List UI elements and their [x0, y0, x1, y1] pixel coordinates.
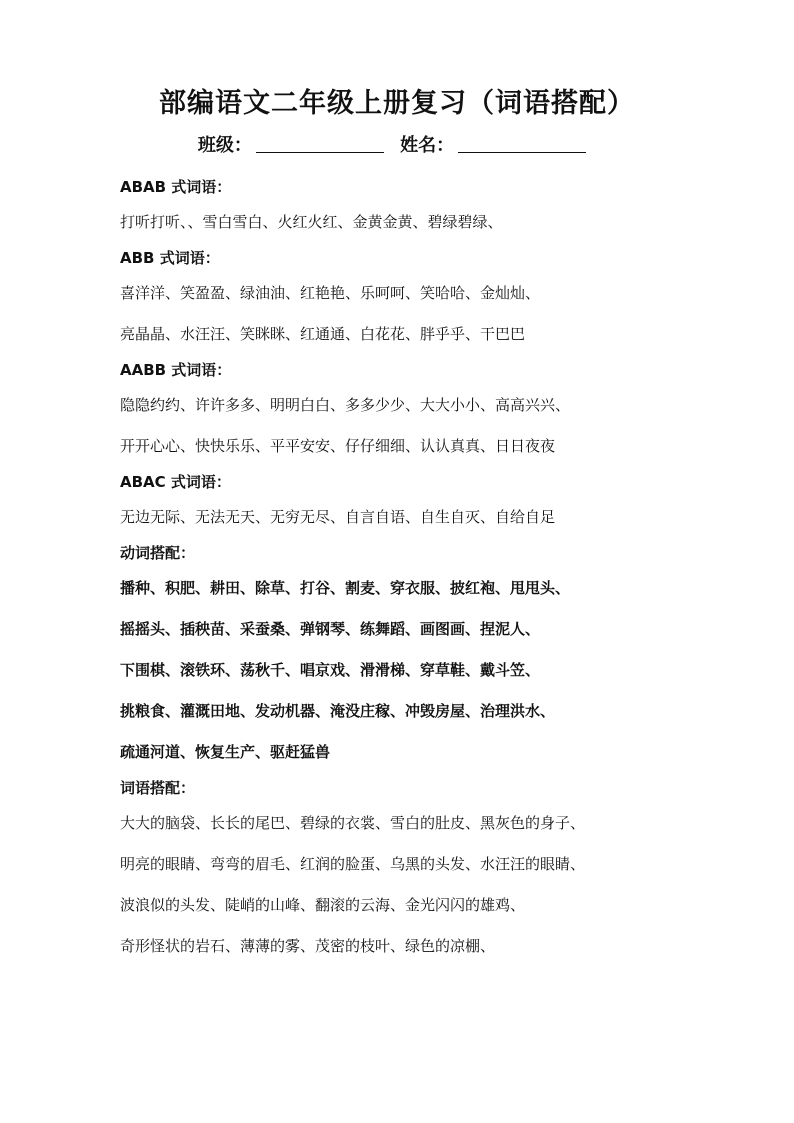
page-title: 部编语文二年级上册复习（词语搭配）	[159, 88, 635, 119]
word-line: 隐隐约约、许许多多、明明白白、多多少少、大大小小、高高兴兴、	[120, 396, 571, 414]
student-info-row	[0, 132, 794, 160]
word-line: 大大的脑袋、长长的尾巴、碧绿的衣裳、雪白的肚皮、黑灰色的身子、	[120, 814, 586, 832]
section-heading: 词语搭配：	[120, 779, 196, 797]
word-line: 打听打听、、雪白雪白、火红火红、金黄金黄、碧绿碧绿、	[120, 213, 503, 231]
name-blank-field[interactable]	[458, 134, 586, 153]
section-heading: ABB 式词语：	[120, 249, 220, 267]
section-abb	[120, 243, 720, 355]
class-label: 班级：	[197, 135, 252, 156]
word-line: 波浪似的头发、陡峭的山峰、翻滚的云海、金光闪闪的雄鸡、	[120, 896, 526, 914]
word-line: 亮晶晶、水汪汪、笑眯眯、红通通、白花花、胖乎乎、干巴巴	[120, 325, 526, 343]
section-aabb	[120, 355, 720, 467]
word-line: 喜洋洋、笑盈盈、绿油油、红艳艳、乐呵呵、笑哈哈、金灿灿、	[120, 284, 541, 302]
word-line: 奇形怪状的岩石、薄薄的雾、茂密的枝叶、绿色的凉棚、	[120, 937, 496, 955]
word-line: 挑粮食、灌溉田地、发动机器、淹没庄稼、冲毁房屋、治理洪水、	[120, 702, 556, 720]
word-line: 开开心心、快快乐乐、平平安安、仔仔细细、认认真真、日日夜夜	[120, 437, 556, 455]
section-abac	[120, 467, 720, 538]
name-label: 姓名：	[400, 135, 455, 156]
section-heading: AABB 式词语：	[120, 361, 232, 379]
word-line: 播种、积肥、耕田、除草、打谷、割麦、穿衣服、披红袍、甩甩头、	[120, 579, 571, 597]
section-word-collocations	[120, 773, 720, 967]
section-heading: ABAB 式词语：	[120, 178, 232, 196]
section-heading: ABAC 式词语：	[120, 473, 231, 491]
word-line: 无边无际、无法无天、无穷无尽、自言自语、自生自灭、自给自足	[120, 508, 556, 526]
content-body	[120, 172, 720, 967]
word-line: 明亮的眼睛、弯弯的眉毛、红润的脸蛋、乌黑的头发、水汪汪的眼睛、	[120, 855, 586, 873]
word-line: 疏通河道、恢复生产、驱赶猛兽	[120, 743, 331, 761]
section-verb-collocations	[120, 538, 720, 773]
word-line: 下围棋、滚铁环、荡秋千、唱京戏、滑滑梯、穿草鞋、戴斗笠、	[120, 661, 541, 679]
section-abab	[120, 172, 720, 243]
word-line: 摇摇头、插秧苗、采蚕桑、弹钢琴、练舞蹈、画图画、捏泥人、	[120, 620, 541, 638]
class-blank-field[interactable]	[256, 134, 384, 153]
section-heading: 动词搭配：	[120, 544, 196, 562]
